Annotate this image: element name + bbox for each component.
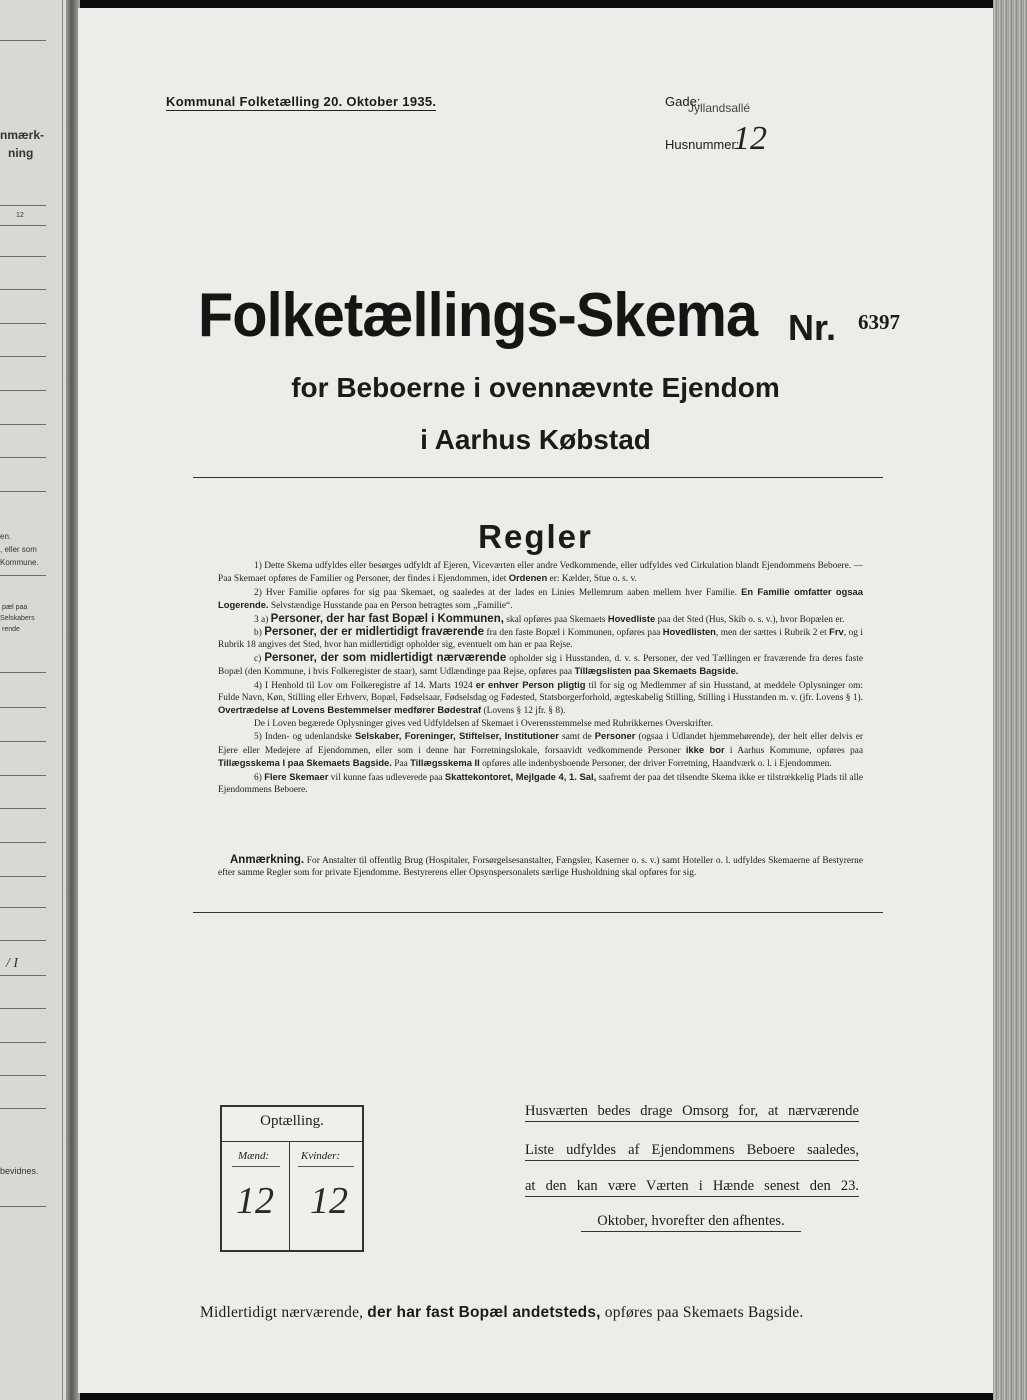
house-number-label: Husnummer:: [665, 137, 740, 152]
previous-page-strip: [0, 0, 70, 1400]
remark-label: Anmærkning.: [230, 854, 305, 866]
form-title: Folketællings-Skema: [198, 281, 758, 350]
left-fragment: Selskabers: [0, 615, 35, 622]
ruled-line: [0, 575, 46, 576]
count-box-rule: [289, 1141, 290, 1250]
column-rule: [62, 0, 63, 1400]
ruled-line: [0, 457, 46, 458]
divider: [193, 912, 883, 913]
count-title: Optælling.: [260, 1113, 324, 1129]
men-count: 12: [236, 1180, 274, 1222]
form-location: i Aarhus Købstad: [420, 424, 651, 455]
ruled-line: [0, 842, 46, 843]
form-number-label: Nr.: [788, 307, 837, 348]
ruled-line: [0, 390, 46, 391]
street-value: Jyllandsallé: [688, 101, 751, 115]
left-header-line1: nmærk-: [0, 128, 45, 142]
notice-line: Oktober, hvorefter den afhentes.: [581, 1213, 801, 1232]
notice-line: Liste udfyldes af Ejendommens Beboere saaledes,: [525, 1142, 859, 1161]
ruled-line: [0, 1042, 46, 1043]
ruled-line: [0, 808, 46, 809]
form-number-value: 6397: [858, 310, 900, 334]
left-fragment: pæl paa: [2, 604, 28, 611]
ruled-line: [0, 907, 46, 908]
ruled-line: [0, 424, 46, 425]
left-column-number: 12: [16, 212, 24, 219]
ruled-line: [0, 707, 46, 708]
left-fragment: en.: [0, 532, 12, 541]
ruled-line: [0, 256, 46, 257]
count-box-rule: [222, 1141, 362, 1142]
ruled-line: [0, 975, 46, 976]
rule-4-continued: De i Loven begærede Oplysninger gives ved Udfyldelsen af Skemaet i Overensstemmelse med Rubrikkernes Overskrifter.: [254, 718, 713, 729]
remark-text: For Anstalter til offentlig Brug (Hospitaler, Forsørgelsesanstalter, Fængsler, Kaserner o. s. v.) samt Hoteller o. l. udfyldes Skemaerne af Bestyrerne efter samme Regler som for private Ejendomme. Bestyrerens eller Opsynspersonalets særlige Husholdning skal opføres for sig.: [218, 856, 863, 879]
census-form-page: [78, 8, 993, 1393]
footer-note: Midlertidigt nærværende, der har fast Bopæl andetsteds, opføres paa Skemaets Bagside.: [200, 1304, 804, 1321]
ruled-line: [0, 672, 46, 673]
left-bottom-text: bevidnes.: [0, 1166, 39, 1176]
rule-3c: c) Personer, der som midlertidigt nærværende opholder sig i Husstanden, d. v. s. Personer, der ved Tællingen er fraværende fra deres faste Bopæl (den Kommune, i hvis Folkeregister de staar), samt Udlændinge paa Rejse, opføres paa Tillægslisten paa Skemaets Bagside.: [218, 651, 863, 678]
left-fragment: , eller som: [0, 545, 37, 554]
rule-2: 2) Hver Familie opføres for sig paa Skemaet, og saaledes at der lades en Linies Mellemrum aaben mellem hver Familie. En Familie omfatter ogsaa Logerende. Selvstændige Husstande paa en Person betragtes som „Familie“.: [218, 585, 863, 612]
ruled-line: [0, 741, 46, 742]
rule-4: 4) I Henhold til Lov om Folkeregistre af 14. Marts 1924 er enhver Person pligtig til for sig og Medlemmer af sin Husstand, at meddele Oplysninger om: Fulde Navn, Køn, Stilling eller Erhverv, Bopæl, Fødselsaar, Fødselsdag og Fødested, Statsborgerforhold, ægteskabelig Stilling, Stilling i Husstanden m. v. (jfr. Lovens § 1). Overtrædelse af Lovens Bestemmelser medfører Bødestraf (Lovens § 12 jfr. § 8).: [218, 678, 864, 717]
ruled-line: [0, 225, 46, 226]
notice-line: at den kan være Værten i Hænde senest den 23.: [525, 1178, 859, 1197]
divider: [193, 477, 883, 478]
women-label: Kvinder:: [301, 1150, 341, 1162]
ruled-line: [0, 1075, 46, 1076]
rule-5: 5) Inden- og udenlandske Selskaber, Foreninger, Stiftelser, Institutioner samt de Personer (ogsaa i Udlandet hjemmehørende), der helt eller delvis er Ejere eller Medejere af Ejendommen, eller som i denne har Forretningslokale, forsaavidt vedkommende Personer ikke bor i Aarhus Kommune, opføres paa Tillægsskema I paa Skemaets Bagside. Paa Tillægsskema II opføres alle indenbysboende Personer, der driver Forretning, Haandværk o. l. i Ejendommen.: [218, 730, 863, 770]
count-box: [220, 1105, 364, 1252]
left-header-line2: ning: [8, 146, 34, 160]
rule-3b: b) Personer, der er midlertidigt fraværende fra den faste Bopæl i Kommunen, opføres paa Hovedlisten, men der sættes i Rubrik 2 et Frv, og i Rubrik 18 angives det Sted, hvor han midlertidigt opholder sig, eventuelt om han er paa Rejse.: [218, 626, 864, 651]
ruled-line: [0, 356, 46, 357]
rule-3a: 3 a) Personer, der har fast Bopæl i Kommunen, skal opføres paa Skemaets Hovedliste paa det Sted (Hus, Skib o. s. v.), hvor Bopælen er.: [254, 612, 845, 625]
count-box-rule: [232, 1166, 280, 1167]
ruled-line: [0, 876, 46, 877]
ruled-line: [0, 940, 46, 941]
count-box-rule: [298, 1166, 354, 1167]
page-edges: [993, 0, 1027, 1400]
rules-body: [218, 560, 863, 796]
ruled-line: [0, 1108, 46, 1109]
notice-line: Husværten bedes drage Omsorg for, at nærværende: [525, 1103, 859, 1122]
left-fragment: Kommune.: [0, 558, 39, 567]
rule-6: 6) Flere Skemaer vil kunne faas udleverede paa Skattekontoret, Mejlgade 4, 1. Sal, saafremt der paa det tilsendte Skema ikke er tilstrækkelig Plads til alle Ejendommens Beboere.: [218, 770, 864, 795]
rules-heading: Regler: [478, 518, 593, 555]
census-header-title: Kommunal Folketælling 20. Oktober 1935.: [166, 94, 437, 109]
form-subtitle: for Beboerne i ovennævnte Ejendom: [291, 372, 780, 403]
ruled-line: [0, 289, 46, 290]
women-count: 12: [310, 1180, 348, 1222]
left-fragment: rende: [2, 626, 20, 633]
house-number-value: 12: [733, 120, 767, 157]
ruled-line: [0, 40, 46, 41]
left-handwritten-mark: / I: [6, 956, 19, 971]
ruled-line: [0, 205, 46, 206]
ruled-line: [0, 491, 46, 492]
ruled-line: [0, 323, 46, 324]
ruled-line: [0, 775, 46, 776]
ruled-line: [0, 1206, 46, 1207]
rule-1: 1) Dette Skema udfyldes eller besørges udfyldt af Ejeren, Viceværten eller andre Vedkommende, eller udfyldes ved Cirkulation blandt Ejendommens Beboere. — Paa Skemaet opføres de Familier og Personer, der findes i Ejendommen, idet Ordenen er: Kælder, Stue o. s. v.: [218, 561, 863, 585]
street-label: Gade:: [665, 94, 701, 109]
ruled-line: [0, 1008, 46, 1009]
remark-note: [218, 854, 863, 880]
men-label: Mænd:: [238, 1150, 270, 1162]
